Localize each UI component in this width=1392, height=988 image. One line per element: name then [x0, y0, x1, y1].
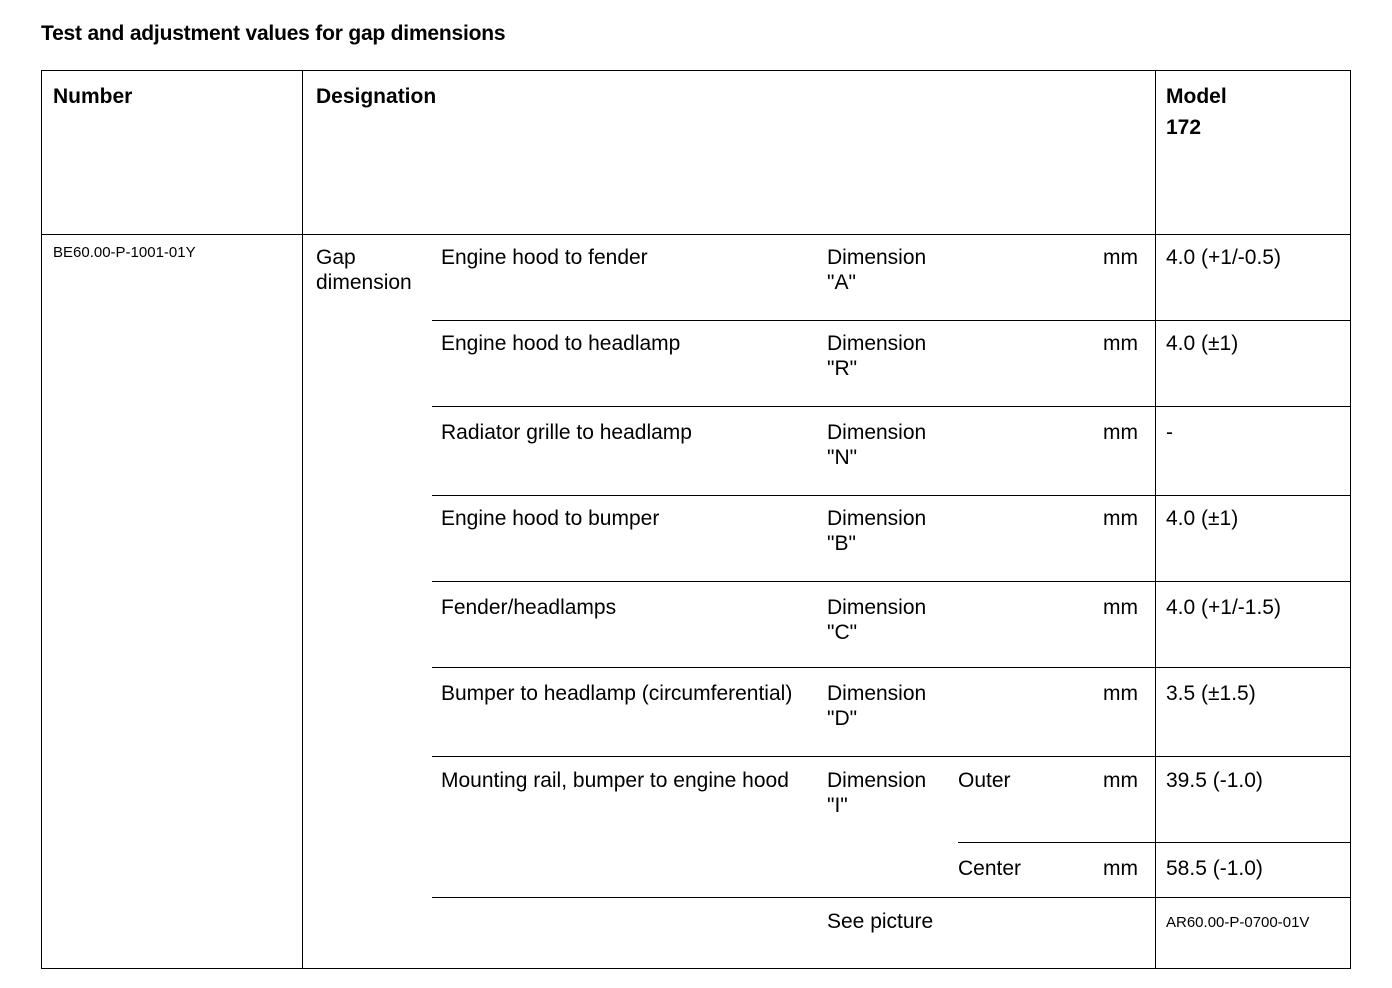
- row-position: Outer: [958, 769, 1011, 792]
- row-item: Engine hood to headlamp: [441, 332, 681, 355]
- row-value: 4.0 (+1/-1.5): [1166, 596, 1281, 619]
- row-unit: mm: [1103, 507, 1138, 530]
- row-unit: mm: [1103, 769, 1138, 792]
- row-value: 4.0 (±1): [1166, 332, 1239, 355]
- row-value: 39.5 (-1.0): [1166, 769, 1263, 792]
- row-divider: [432, 581, 1351, 582]
- group-label: Gap dimension: [316, 246, 412, 294]
- header-divider: [41, 234, 1351, 235]
- row-dimension: Dimension "B": [827, 507, 927, 555]
- row-position: Center: [958, 857, 1022, 880]
- row-divider: [432, 756, 1351, 757]
- row-value: 4.0 (±1): [1166, 507, 1239, 530]
- row-unit: mm: [1103, 421, 1138, 444]
- row-divider: [432, 495, 1351, 496]
- page-title: Test and adjustment values for gap dimensions: [41, 22, 506, 45]
- header-number: Number: [53, 85, 133, 108]
- document-number: BE60.00-P-1001-01Y: [53, 244, 196, 261]
- row-unit: mm: [1103, 857, 1138, 880]
- column-divider: [1155, 70, 1156, 969]
- picture-reference: AR60.00-P-0700-01V: [1166, 914, 1310, 931]
- row-divider: [432, 320, 1351, 321]
- row-divider: [432, 667, 1351, 668]
- row-value: -: [1166, 421, 1173, 444]
- row-value: 3.5 (±1.5): [1166, 682, 1256, 705]
- column-divider: [302, 70, 303, 969]
- row-dimension: Dimension "C": [827, 596, 927, 644]
- row-dimension: Dimension "R": [827, 332, 927, 380]
- row-dimension: Dimension "D": [827, 682, 927, 730]
- row-dimension: Dimension "N": [827, 421, 927, 469]
- row-unit: mm: [1103, 246, 1138, 269]
- row-item: Radiator grille to headlamp: [441, 421, 692, 444]
- row-item: Engine hood to bumper: [441, 507, 660, 530]
- row-item: Fender/headlamps: [441, 596, 617, 619]
- header-designation: Designation: [316, 85, 437, 108]
- row-item: Mounting rail, bumper to engine hood: [441, 769, 789, 792]
- row-value: 4.0 (+1/-0.5): [1166, 246, 1281, 269]
- header-model: Model: [1166, 85, 1227, 108]
- see-picture-label: See picture: [827, 910, 934, 933]
- row-unit: mm: [1103, 332, 1138, 355]
- row-divider: [432, 897, 1351, 898]
- header-model-number: 172: [1166, 116, 1202, 139]
- row-item: Bumper to headlamp (circumferential): [441, 682, 793, 705]
- row-divider: [958, 842, 1351, 843]
- row-dimension: Dimension "I": [827, 769, 927, 817]
- row-unit: mm: [1103, 596, 1138, 619]
- row-unit: mm: [1103, 682, 1138, 705]
- row-value: 58.5 (-1.0): [1166, 857, 1263, 880]
- row-dimension: Dimension "A": [827, 246, 927, 294]
- row-divider: [432, 406, 1351, 407]
- row-item: Engine hood to fender: [441, 246, 648, 269]
